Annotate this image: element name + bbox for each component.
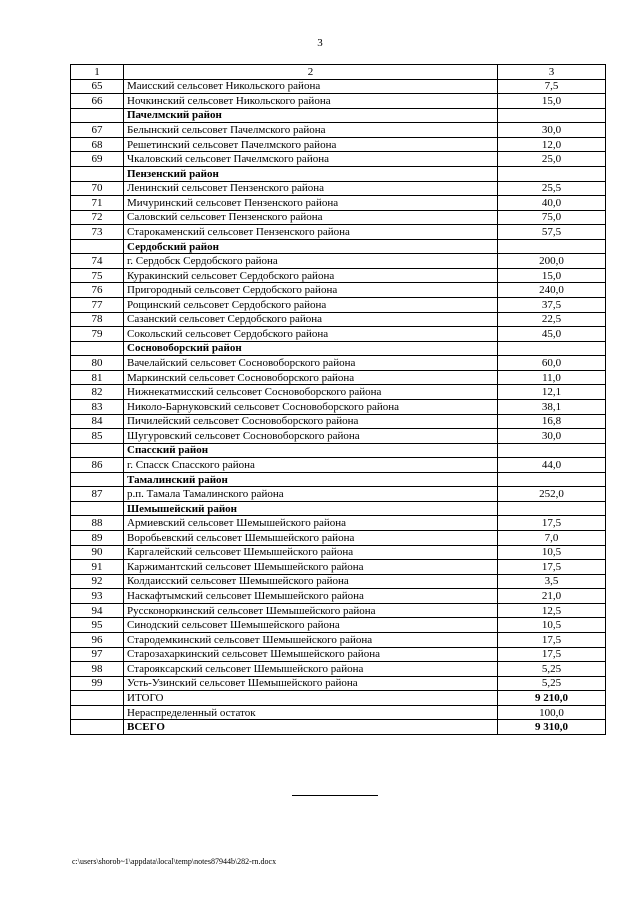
row-value: 240,0 (498, 283, 606, 298)
table-row (71, 603, 606, 618)
row-value: 30,0 (498, 123, 606, 138)
table-row (71, 356, 606, 371)
row-value: 17,5 (498, 632, 606, 647)
header-col-1: 1 (71, 65, 124, 80)
section-num-cell (71, 472, 124, 487)
row-number: 79 (71, 327, 124, 342)
row-value: 12,0 (498, 137, 606, 152)
row-name: ИТОГО (124, 691, 498, 706)
total-row (71, 720, 606, 735)
table-row (71, 79, 606, 94)
row-name: Ленинский сельсовет Пензенского района (124, 181, 498, 196)
section-num-cell (71, 443, 124, 458)
table-row (71, 137, 606, 152)
row-name: Старозахаркинский сельсовет Шемышейского района (124, 647, 498, 662)
row-value: 5,25 (498, 662, 606, 677)
row-name: Старокаменский сельсовет Пензенского района (124, 225, 498, 240)
row-value: 17,5 (498, 516, 606, 531)
table-row (71, 225, 606, 240)
row-number: 84 (71, 414, 124, 429)
row-value: 200,0 (498, 254, 606, 269)
row-number: 93 (71, 589, 124, 604)
row-value: 60,0 (498, 356, 606, 371)
row-value: 45,0 (498, 327, 606, 342)
row-name: Синодский сельсовет Шемышейского района (124, 618, 498, 633)
total-row (71, 705, 606, 720)
row-value: 30,0 (498, 429, 606, 444)
row-value: 17,5 (498, 560, 606, 575)
row-number (71, 720, 124, 735)
row-number: 82 (71, 385, 124, 400)
section-num-cell (71, 108, 124, 123)
page-number: 3 (317, 37, 323, 49)
row-name: Шугуровский сельсовет Сосновоборского района (124, 429, 498, 444)
row-number: 98 (71, 662, 124, 677)
table-row (71, 531, 606, 546)
row-value: 15,0 (498, 94, 606, 109)
allocation-table (70, 64, 606, 735)
table-row (71, 312, 606, 327)
row-value: 21,0 (498, 589, 606, 604)
row-value: 12,5 (498, 603, 606, 618)
table-row (71, 560, 606, 575)
row-number: 72 (71, 210, 124, 225)
section-value-cell (498, 341, 606, 356)
row-number: 97 (71, 647, 124, 662)
section-num-cell (71, 501, 124, 516)
row-value: 44,0 (498, 458, 606, 473)
row-number: 70 (71, 181, 124, 196)
table-row (71, 399, 606, 414)
section-num-cell (71, 341, 124, 356)
row-value: 12,1 (498, 385, 606, 400)
row-name: Усть-Узинский сельсовет Шемышейского района (124, 676, 498, 691)
row-number: 77 (71, 298, 124, 313)
row-number: 88 (71, 516, 124, 531)
table-header-row (71, 65, 606, 80)
row-value: 37,5 (498, 298, 606, 313)
section-title: Пачелмский район (124, 108, 498, 123)
table-row (71, 123, 606, 138)
section-title: Пензенский район (124, 166, 498, 181)
row-value: 11,0 (498, 370, 606, 385)
table-row (71, 283, 606, 298)
header-col-2: 2 (124, 65, 498, 80)
table-row (71, 385, 606, 400)
table-row (71, 458, 606, 473)
row-name: Маисский сельсовет Никольского района (124, 79, 498, 94)
row-name: Вачелайский сельсовет Сосновоборского района (124, 356, 498, 371)
section-row (71, 443, 606, 458)
section-value-cell (498, 472, 606, 487)
row-value: 5,25 (498, 676, 606, 691)
row-name: Староякcарский сельсовет Шемышейского района (124, 662, 498, 677)
row-name: Саловский сельсовет Пензенского района (124, 210, 498, 225)
row-name: Стародемкинский сельсовет Шемышейского района (124, 632, 498, 647)
row-number: 95 (71, 618, 124, 633)
row-name: Пригородный сельсовет Сердобского района (124, 283, 498, 298)
row-name: Нераспределенный остаток (124, 705, 498, 720)
row-value: 9 210,0 (498, 691, 606, 706)
row-number: 91 (71, 560, 124, 575)
table-row (71, 632, 606, 647)
section-title: Шемышейский район (124, 501, 498, 516)
row-number: 81 (71, 370, 124, 385)
row-name: р.п. Тамала Тамалинского района (124, 487, 498, 502)
row-value: 7,0 (498, 531, 606, 546)
section-title: Спасский район (124, 443, 498, 458)
row-name: Каржимантский сельсовет Шемышейского района (124, 560, 498, 575)
row-value: 75,0 (498, 210, 606, 225)
row-value: 22,5 (498, 312, 606, 327)
section-num-cell (71, 239, 124, 254)
section-value-cell (498, 166, 606, 181)
table-row (71, 254, 606, 269)
section-title: Тамалинский район (124, 472, 498, 487)
row-number: 83 (71, 399, 124, 414)
row-number: 78 (71, 312, 124, 327)
row-name: Каргалейский сельсовет Шемышейского района (124, 545, 498, 560)
row-name: Наскафтымский сельсовет Шемышейского района (124, 589, 498, 604)
table-row (71, 181, 606, 196)
section-row (71, 108, 606, 123)
row-number (71, 691, 124, 706)
row-name: Армиевский сельсовет Шемышейского района (124, 516, 498, 531)
section-title: Сосновоборский район (124, 341, 498, 356)
row-number (71, 705, 124, 720)
row-number: 94 (71, 603, 124, 618)
table-row (71, 327, 606, 342)
section-value-cell (498, 443, 606, 458)
row-number: 99 (71, 676, 124, 691)
row-number: 86 (71, 458, 124, 473)
row-name: Мичуринский сельсовет Пензенского района (124, 196, 498, 211)
row-value: 17,5 (498, 647, 606, 662)
table-row (71, 516, 606, 531)
footer-file-path: c:\users\shorob~1\appdata\local\temp\notes87944b\282-rn.docx (72, 857, 277, 866)
row-value: 10,5 (498, 618, 606, 633)
row-value: 100,0 (498, 705, 606, 720)
row-name: Пичилейский сельсовет Сосновоборского района (124, 414, 498, 429)
table-row (71, 647, 606, 662)
row-value: 15,0 (498, 268, 606, 283)
row-value: 252,0 (498, 487, 606, 502)
row-number: 89 (71, 531, 124, 546)
table-row (71, 662, 606, 677)
table-row (71, 152, 606, 167)
row-name: Рощинский сельсовет Сердобского района (124, 298, 498, 313)
section-value-cell (498, 501, 606, 516)
table-row (71, 210, 606, 225)
row-name: Решетинский сельсовет Пачелмского района (124, 137, 498, 152)
row-value: 40,0 (498, 196, 606, 211)
row-value: 16,8 (498, 414, 606, 429)
table-row (71, 589, 606, 604)
footer-rule (292, 795, 378, 796)
row-number: 92 (71, 574, 124, 589)
table-row (71, 429, 606, 444)
row-name: Николо-Барнуковский сельсовет Сосновоборского района (124, 399, 498, 414)
row-name: Сокольский сельсовет Сердобского района (124, 327, 498, 342)
row-name: ВСЕГО (124, 720, 498, 735)
row-name: Руссконоркинский сельсовет Шемышейского района (124, 603, 498, 618)
row-number: 71 (71, 196, 124, 211)
row-number: 76 (71, 283, 124, 298)
table-row (71, 298, 606, 313)
row-number: 67 (71, 123, 124, 138)
row-number: 85 (71, 429, 124, 444)
table-row (71, 676, 606, 691)
row-number: 73 (71, 225, 124, 240)
row-number: 65 (71, 79, 124, 94)
row-value: 3,5 (498, 574, 606, 589)
section-value-cell (498, 108, 606, 123)
table-row (71, 414, 606, 429)
row-number: 96 (71, 632, 124, 647)
table-row (71, 268, 606, 283)
row-number: 68 (71, 137, 124, 152)
section-value-cell (498, 239, 606, 254)
row-number: 80 (71, 356, 124, 371)
section-row (71, 341, 606, 356)
row-value: 7,5 (498, 79, 606, 94)
section-row (71, 472, 606, 487)
table-row (71, 618, 606, 633)
row-number: 66 (71, 94, 124, 109)
row-name: г. Спасск Спасского района (124, 458, 498, 473)
table-row (71, 487, 606, 502)
row-name: Белынский сельсовет Пачелмского района (124, 123, 498, 138)
row-value: 9 310,0 (498, 720, 606, 735)
header-col-3: 3 (498, 65, 606, 80)
row-name: Чкаловский сельсовет Пачелмского района (124, 152, 498, 167)
row-name: Колдаисский сельсовет Шемышейского района (124, 574, 498, 589)
table-row (71, 94, 606, 109)
row-name: Маркинский сельсовет Сосновоборского района (124, 370, 498, 385)
table-row (71, 196, 606, 211)
row-name: Куракинский сельсовет Сердобского района (124, 268, 498, 283)
section-row (71, 501, 606, 516)
row-number: 75 (71, 268, 124, 283)
row-value: 25,5 (498, 181, 606, 196)
row-name: г. Сердобск Сердобского района (124, 254, 498, 269)
section-num-cell (71, 166, 124, 181)
row-number: 87 (71, 487, 124, 502)
row-name: Воробьевский сельсовет Шемышейского района (124, 531, 498, 546)
section-title: Сердобский район (124, 239, 498, 254)
total-row (71, 691, 606, 706)
row-number: 90 (71, 545, 124, 560)
table-row (71, 545, 606, 560)
section-row (71, 239, 606, 254)
row-value: 25,0 (498, 152, 606, 167)
table-row (71, 370, 606, 385)
table-row (71, 574, 606, 589)
section-row (71, 166, 606, 181)
row-name: Ночкинский сельсовет Никольского района (124, 94, 498, 109)
row-value: 57,5 (498, 225, 606, 240)
row-value: 10,5 (498, 545, 606, 560)
row-number: 74 (71, 254, 124, 269)
row-number: 69 (71, 152, 124, 167)
row-name: Нижнекатмисский сельсовет Сосновоборского района (124, 385, 498, 400)
row-name: Сазанский сельсовет Сердобского района (124, 312, 498, 327)
row-value: 38,1 (498, 399, 606, 414)
